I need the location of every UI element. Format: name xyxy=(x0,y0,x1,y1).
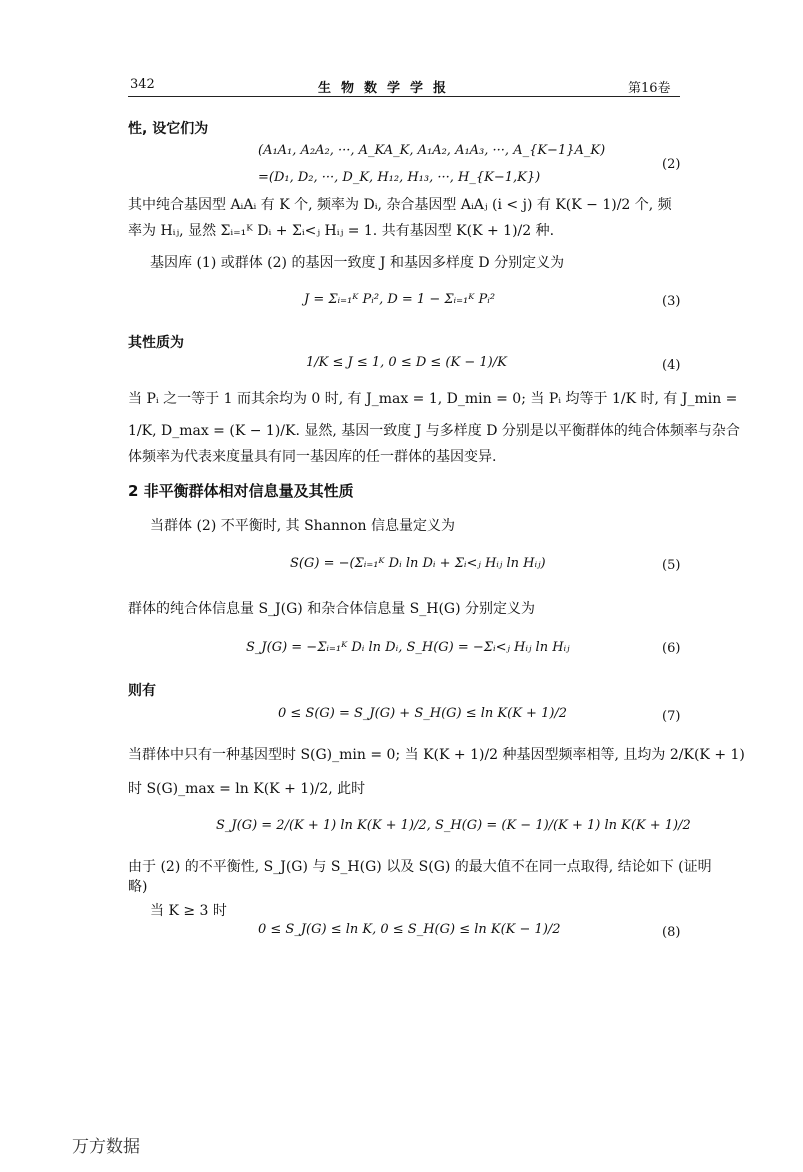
page-number: 342 xyxy=(130,77,155,92)
equation-number: (8) xyxy=(662,925,681,940)
paragraph-line: 当 K ≥ 3 时 xyxy=(150,903,227,919)
equation-7: 0 ≤ S(G) = S_J(G) + S_H(G) ≤ ln K(K + 1)/2 xyxy=(278,706,568,721)
equation-5: S(G) = −(Σᵢ₌₁ᴷ Dᵢ ln Dᵢ + Σᵢ<ⱼ Hᵢⱼ ln Hᵢⱼ) xyxy=(290,556,546,571)
paragraph-line: 体频率为代表来度量具有同一基因库的任一群体的基因变异. xyxy=(128,449,497,465)
header-rule xyxy=(128,96,680,97)
equation-number: (7) xyxy=(662,709,681,724)
volume-label: 第16卷 xyxy=(628,81,671,96)
paragraph-line: 当群体中只有一种基因型时 S(G)_min = 0; 当 K(K + 1)/2 种基因型频率相等, 且均为 2/K(K + 1) xyxy=(128,747,745,763)
section-heading: 2 非平衡群体相对信息量及其性质 xyxy=(128,482,354,500)
paragraph-line: 性, 设它们为 xyxy=(128,121,209,137)
equation-sj-sh: S_J(G) = 2/(K + 1) ln K(K + 1)/2, S_H(G) = (K − 1)/(K + 1) ln K(K + 1)/2 xyxy=(216,818,691,833)
equation-number: (4) xyxy=(662,358,681,373)
journal-title: 生物数学学报 xyxy=(318,81,457,96)
paragraph-line: 略) xyxy=(128,879,148,895)
paragraph-line: 率为 Hᵢⱼ, 显然 Σᵢ₌₁ᴷ Dᵢ + Σᵢ<ⱼ Hᵢⱼ = 1. 共有基因型 K(K + 1)/2 种. xyxy=(128,223,555,239)
paragraph-line: 基因库 (1) 或群体 (2) 的基因一致度 J 和基因多样度 D 分别定义为 xyxy=(150,255,565,271)
equation-2-line-2: =(D₁, D₂, ···, D_K, H₁₂, H₁₃, ···, H_{K−1,K}) xyxy=(258,170,541,185)
paragraph-line: 当 Pᵢ 之一等于 1 而其余均为 0 时, 有 J_max = 1, D_min = 0; 当 Pᵢ 均等于 1/K 时, 有 J_min = xyxy=(128,391,738,407)
paragraph-line: 由于 (2) 的不平衡性, S_J(G) 与 S_H(G) 以及 S(G) 的最大值不在同一点取得, 结论如下 (证明 xyxy=(128,859,712,875)
paragraph-line: 1/K, D_max = (K − 1)/K. 显然, 基因一致度 J 与多样度 D 分别是以平衡群体的纯合体频率与杂合 xyxy=(128,423,740,439)
paragraph-line: 时 S(G)_max = ln K(K + 1)/2, 此时 xyxy=(128,781,366,797)
equation-number: (3) xyxy=(662,294,681,309)
equation-number: (6) xyxy=(662,641,681,656)
equation-2-line-1: (A₁A₁, A₂A₂, ···, A_KA_K, A₁A₂, A₁A₃, ···, A_{K−1}A_K) xyxy=(258,143,606,158)
equation-8: 0 ≤ S_J(G) ≤ ln K, 0 ≤ S_H(G) ≤ ln K(K − 1)/2 xyxy=(258,922,561,937)
equation-number: (2) xyxy=(662,157,681,172)
paragraph-line: 当群体 (2) 不平衡时, 其 Shannon 信息量定义为 xyxy=(150,518,455,534)
equation-4: 1/K ≤ J ≤ 1, 0 ≤ D ≤ (K − 1)/K xyxy=(306,355,507,370)
watermark-text: 万方数据 xyxy=(72,1137,140,1157)
equation-3: J = Σᵢ₌₁ᴷ Pᵢ², D = 1 − Σᵢ₌₁ᴷ Pᵢ² xyxy=(304,292,496,307)
paragraph-line: 其性质为 xyxy=(128,335,184,351)
paragraph-line: 其中纯合基因型 AᵢAᵢ 有 K 个, 频率为 Dᵢ, 杂合基因型 AᵢAⱼ (i < j) 有 K(K − 1)/2 个, 频 xyxy=(128,197,672,213)
paragraph-line: 则有 xyxy=(128,683,156,699)
equation-6: S_J(G) = −Σᵢ₌₁ᴷ Dᵢ ln Dᵢ, S_H(G) = −Σᵢ<ⱼ Hᵢⱼ ln Hᵢⱼ xyxy=(246,640,570,655)
equation-number: (5) xyxy=(662,558,681,573)
paragraph-line: 群体的纯合体信息量 S_J(G) 和杂合体信息量 S_H(G) 分别定义为 xyxy=(128,601,536,617)
